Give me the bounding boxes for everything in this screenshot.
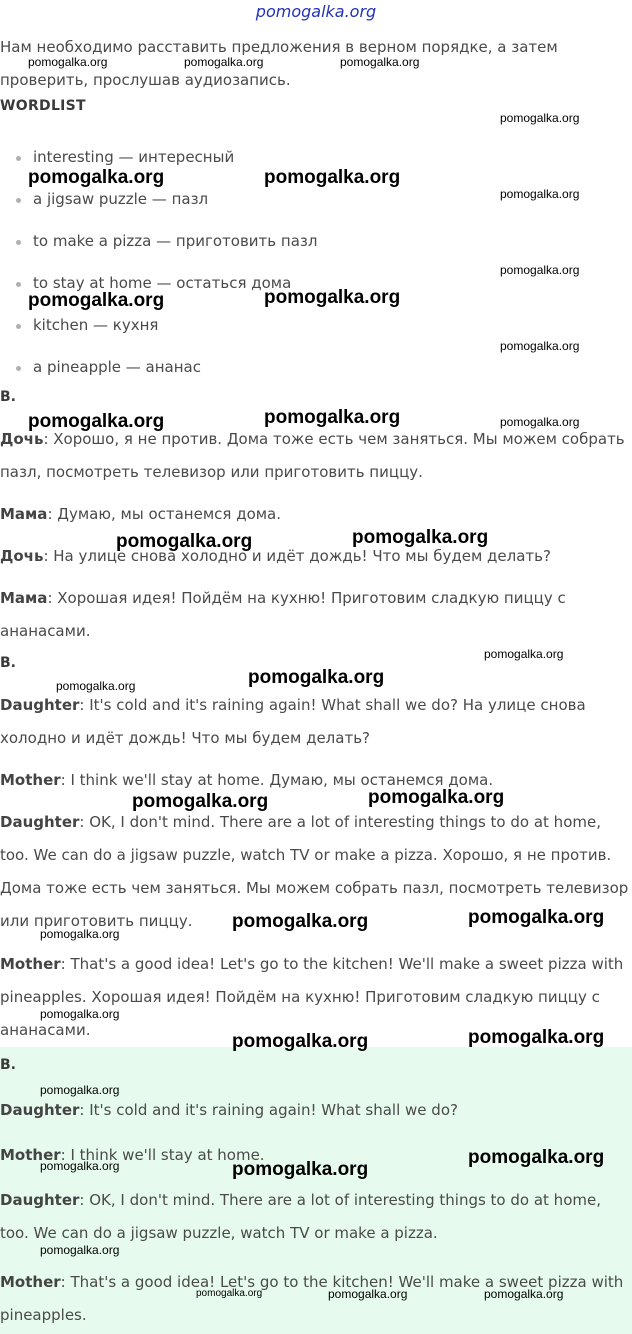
dialogue-line: Daughter: It's cold and it's raining again! What shall we do? (0, 1101, 458, 1119)
watermark: pomogalka.org (248, 667, 385, 688)
watermark: pomogalka.org (328, 1287, 408, 1301)
list-item: to stay at home — остаться дома (0, 266, 400, 308)
section-label: B. (0, 389, 16, 405)
list-item: interesting — интересный (0, 140, 400, 182)
watermark: pomogalka.org (484, 1287, 564, 1301)
watermark: pomogalka.org (56, 679, 136, 693)
wordlist-title: WORDLIST (0, 98, 86, 114)
site-title[interactable]: pomogalka.org (255, 2, 377, 21)
intro-text: Нам необходимо расставить предложения в верном порядке, а затем проверить, прослушав аудиозапись. (0, 38, 558, 89)
list-item: kitchen — кухня (0, 308, 400, 350)
watermark: pomogalka.org (40, 1159, 120, 1173)
watermark: pomogalka.org (264, 167, 401, 188)
bullet-icon (16, 198, 21, 203)
list-item: a pineapple — ананас (0, 350, 400, 392)
dialogue-line: Mother: That's a good idea! Let's go to the kitchen! We'll make a sweet pizza with pineapples. (0, 1273, 624, 1324)
watermark: pomogalka.org (28, 290, 165, 311)
bullet-icon (16, 282, 21, 287)
watermark: pomogalka.org (468, 1027, 605, 1048)
watermark: pomogalka.org (184, 55, 264, 69)
watermark: pomogalka.org (28, 411, 165, 432)
dialogue-line: Mother: I think we'll stay at home. (0, 1146, 265, 1164)
watermark: pomogalka.org (28, 167, 165, 188)
watermark: pomogalka.org (40, 1007, 120, 1021)
watermark: pomogalka.org (468, 907, 605, 928)
section-label: B. (0, 655, 16, 671)
watermark: pomogalka.org (500, 187, 580, 201)
watermark: pomogalka.org (368, 787, 505, 808)
watermark: pomogalka.org (232, 1159, 369, 1180)
watermark: pomogalka.org (264, 407, 401, 428)
dialogue-line: Mother: That's a good idea! Let's go to the kitchen! We'll make a sweet pizza with pineapples. Хорошая идея! Пойдём на кухню! Приготовим сладкую пиццу с ананасами. (0, 955, 624, 1039)
dialogue-line: Daughter: It's cold and it's raining again! What shall we do? На улице снова холодно и идёт дождь! Что мы будем делать? (0, 696, 586, 747)
dialogue-line: Mother: I think we'll stay at home. Думаю, мы останемся дома. (0, 771, 494, 789)
watermark: pomogalka.org (500, 339, 580, 353)
bullet-icon (16, 156, 21, 161)
dialogue-line: Daughter: OK, I don't mind. There are a lot of interesting things to do at home, too. We can do a jigsaw puzzle, watch TV or make a pizza. Хорошо, я не против. Дома тоже есть чем заняться. Мы можем собрать пазл, посмотреть телевизор или приготовить пиццу. (0, 813, 629, 930)
watermark: pomogalka.org (484, 647, 564, 661)
watermark: pomogalka.org (264, 287, 401, 308)
watermark: pomogalka.org (500, 415, 580, 429)
watermark: pomogalka.org (500, 263, 580, 277)
list-item: a jigsaw puzzle — пазл (0, 182, 400, 224)
section-label: B. (0, 1057, 16, 1073)
dialogue-line: Daughter: OK, I don't mind. There are a lot of interesting things to do at home, too. We can do a jigsaw puzzle, watch TV or make a pizza. (0, 1191, 601, 1242)
watermark: pomogalka.org (40, 1243, 120, 1257)
watermark: pomogalka.org (340, 55, 420, 69)
dialogue-line: Дочь: На улице снова холодно и идёт дождь! Что мы будем делать? (0, 547, 551, 565)
list-item: to make a pizza — приготовить пазл (0, 224, 400, 266)
watermark: pomogalka.org (116, 531, 253, 552)
watermark: pomogalka.org (28, 55, 108, 69)
dialogue-line: Дочь: Хорошо, я не против. Дома тоже есть чем заняться. Мы можем собрать пазл, посмотреть телевизор или приготовить пиццу. (0, 430, 625, 481)
dialogue-line: Мама: Хорошая идея! Пойдём на кухню! Приготовим сладкую пиццу с ананасами. (0, 589, 566, 640)
watermark: pomogalka.org (132, 791, 269, 812)
bullet-icon (16, 366, 21, 371)
watermark: pomogalka.org (40, 1083, 120, 1097)
watermark: pomogalka.org (468, 1147, 605, 1168)
bullet-icon (16, 324, 21, 329)
watermark: pomogalka.org (232, 911, 369, 932)
watermark: pomogalka.org (232, 1031, 369, 1052)
bullet-icon (16, 240, 21, 245)
dialogue-line: Мама: Думаю, мы останемся дома. (0, 505, 282, 523)
watermark: pomogalka.org (40, 927, 120, 941)
watermark: pomogalka.org (196, 1288, 263, 1299)
watermark: pomogalka.org (500, 111, 580, 125)
watermark: pomogalka.org (352, 527, 489, 548)
